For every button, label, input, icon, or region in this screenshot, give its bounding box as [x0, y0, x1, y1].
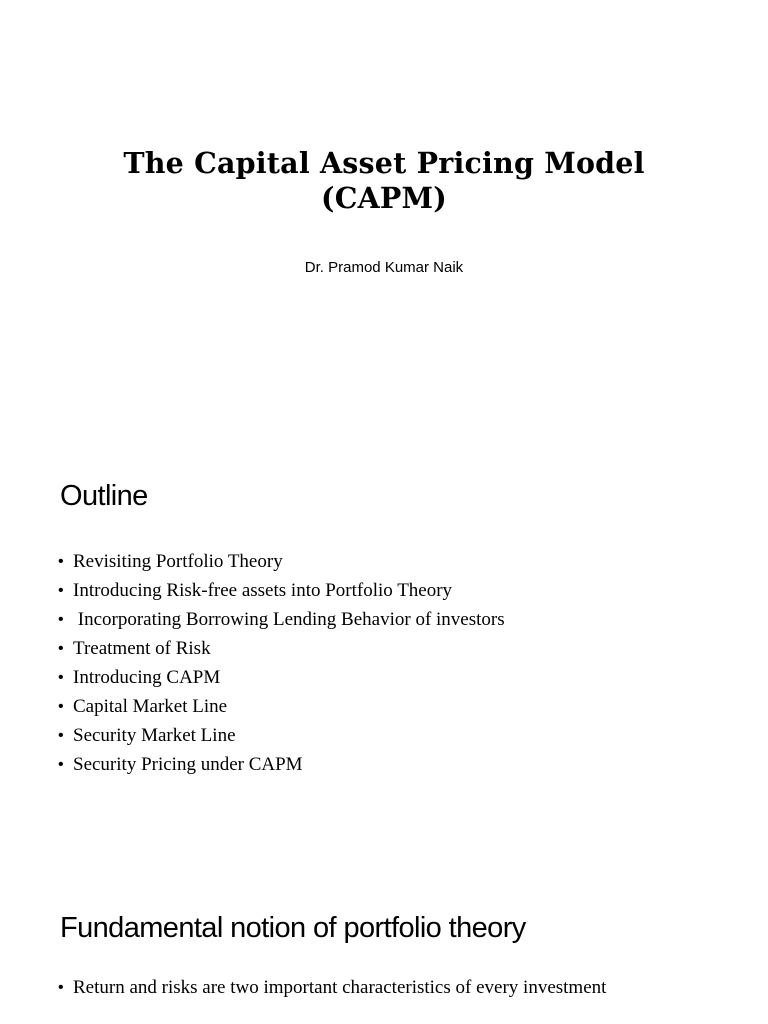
- bullet-text: Security Pricing under CAPM: [73, 754, 303, 775]
- bullet-icon: •: [58, 698, 64, 715]
- bullet-text: Incorporating Borrowing Lending Behavior of investors: [73, 609, 505, 630]
- bullet-item: [58, 750, 505, 779]
- bullet-item: [58, 634, 505, 663]
- bullet-text: Introducing Risk-free assets into Portfolio Theory: [73, 580, 453, 601]
- slide-title-line-2: (CAPM): [321, 181, 447, 215]
- bullet-icon: •: [58, 640, 64, 657]
- bullet-text: Return and risks are two important characteristics of every investment: [73, 977, 607, 998]
- bullet-icon: •: [58, 979, 64, 996]
- bullet-icon: •: [58, 582, 64, 599]
- bullet-text: Introducing CAPM: [73, 667, 221, 688]
- portfolio-theory-slide: [0, 864, 768, 1024]
- slide-title-line-1: The Capital Asset Pricing Model: [123, 146, 645, 180]
- bullet-item: [58, 605, 505, 634]
- bullet-item: [58, 979, 698, 996]
- bullet-text: Treatment of Risk: [73, 638, 211, 659]
- bullet-item: [58, 721, 505, 750]
- portfolio-theory-heading: Fundamental notion of portfolio theory: [60, 912, 526, 944]
- bullet-item: [58, 663, 505, 692]
- portfolio-bullet-list: [58, 979, 698, 996]
- bullet-item: [58, 576, 505, 605]
- author-subtitle: Dr. Pramod Kumar Naik: [304, 259, 464, 276]
- bullet-icon: •: [58, 553, 64, 570]
- bullet-item: [58, 692, 505, 721]
- outline-heading: Outline: [60, 480, 148, 512]
- bullet-icon: •: [58, 611, 64, 628]
- bullet-text: Capital Market Line: [73, 696, 228, 717]
- slide-title: [0, 146, 768, 216]
- bullet-text: Revisiting Portfolio Theory: [73, 551, 283, 572]
- outline-slide: [0, 432, 768, 864]
- title-slide: [0, 0, 768, 432]
- bullet-item: [58, 547, 505, 576]
- outline-bullet-list: [58, 547, 505, 779]
- bullet-icon: •: [58, 727, 64, 744]
- bullet-text: Security Market Line: [73, 725, 236, 746]
- bullet-icon: •: [58, 756, 64, 773]
- bullet-icon: •: [58, 669, 64, 686]
